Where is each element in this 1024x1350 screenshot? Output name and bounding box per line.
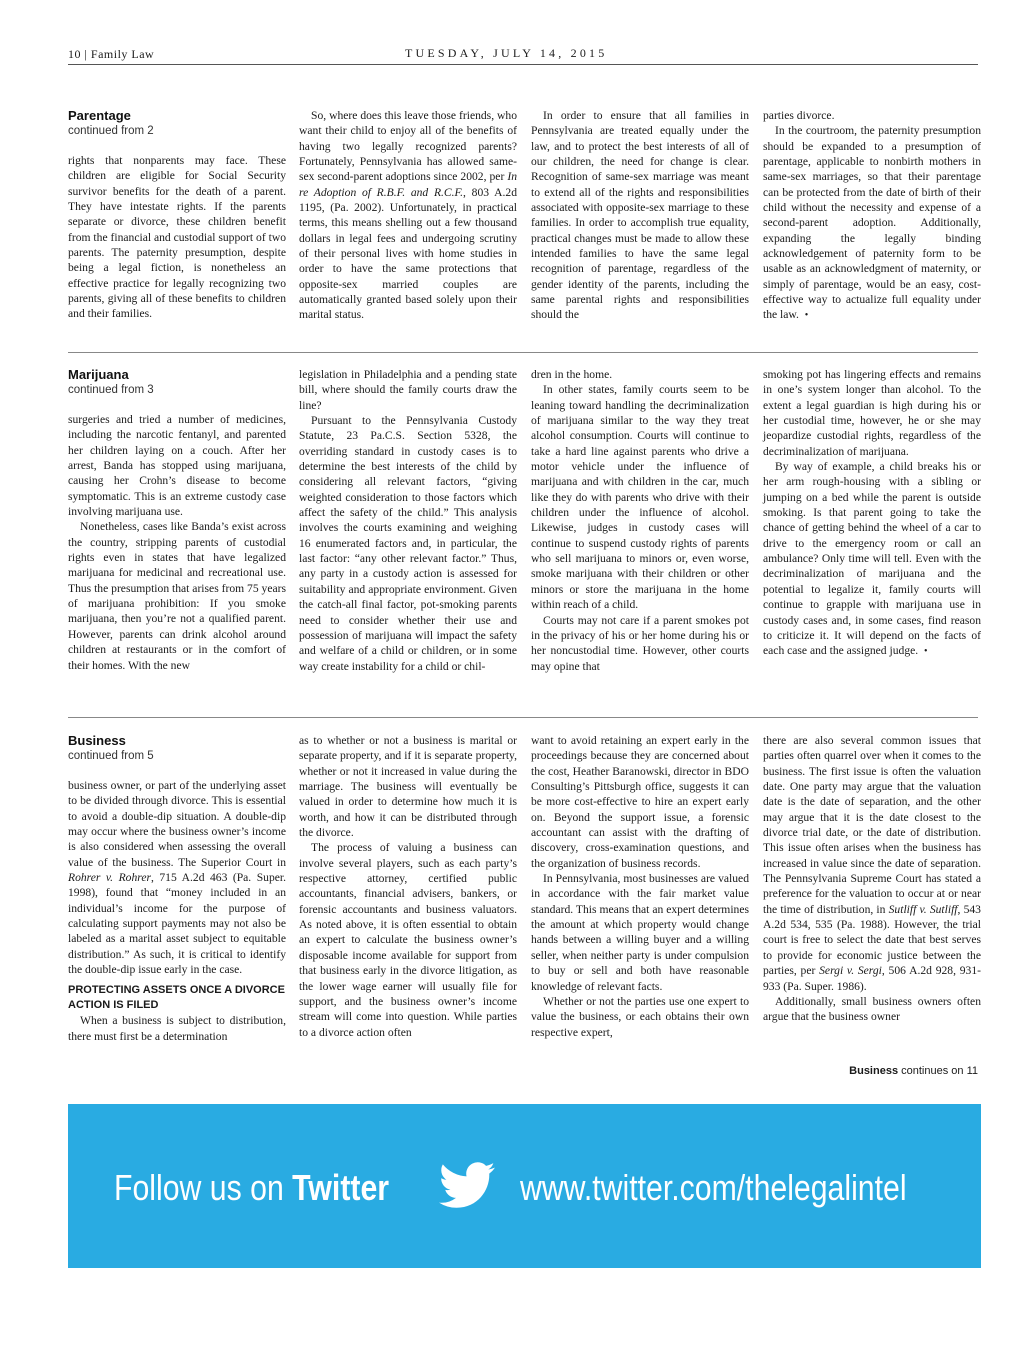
marijuana-paragraph: smoking pot has lingering effects and remains in one’s system longer than alcohol. To the extent a legal guardian is high during his or her custodial time, however, he or she may jeopardize custodial rights, regardless of the decriminalization of marijuana.	[763, 368, 981, 458]
section-divider	[68, 352, 978, 353]
twitter-follow-text: Follow us on Twitter	[114, 1167, 390, 1208]
twitter-brand: Twitter	[292, 1167, 390, 1208]
parentage-column-1	[68, 108, 286, 322]
case-citation: Sutliff v. Sutliff	[888, 902, 958, 916]
section-title-marijuana: Marijuana	[68, 367, 129, 382]
business-column-3	[531, 733, 749, 1040]
business-column-2	[299, 733, 517, 1040]
section-continued-from: continued from 2	[68, 125, 154, 137]
marijuana-paragraph: In other states, family courts seem to be leaning toward handling the decriminalization of marijuana similar to the way they treat alcohol consumption. Courts will continue to take a hard line against parents who drive a motor vehicle under the influence of marijuana and with children in the car, much like they do with parents who drive with their children under the influence of alcohol. Likewise, judges in custody cases will continue to suspend custody rights of parents who sell marijuana to minors or, even worse, smoke marijuana with their children or other minors or store the marijuana in the home within reach of a child.	[531, 383, 749, 612]
parentage-paragraph: parties divorce.	[763, 109, 835, 122]
business-paragraph: want to avoid retaining an expert early in the proceedings because they are concerned about the cost, Heather Baranowski, director in BDO Consulting’s Pittsburgh office, suggests it can be more cost-effective to hire an expert early on. Beyond the support issue, a forensic accountant can assist with the drafting of discovery, cross-examination questions, and the organization of business records.	[531, 734, 749, 870]
section-title-business: Business	[68, 733, 126, 748]
case-citation: Rohrer v. Rohrer	[68, 871, 151, 885]
end-mark: •	[804, 310, 809, 322]
marijuana-paragraph: dren in the home.	[531, 368, 613, 381]
business-paragraph: there are also several common issues that parties often quarrel over when it comes to the business. The first issue is often the valuation date. One party may argue that the valuation date is the date of separation, and the other may argue that it is the date closest to the divorce trial date, or the date of distribution. This issue often arises when the business has increased in value since the date of separation. The Pennsylvania Supreme Court has stated a preference for the valuation to occur at or near the time of distribution, in Sutliff v. Sutliff, 543 A.2d 534, 535 (Pa. 1988). However, the trial court is free to select the date that best serves to provide for economic justice between the parties, per Sergi v. Sergi, 506 A.2d 928, 931-933 (Pa. Super. 1986).	[763, 734, 981, 993]
parentage-paragraph: In order to ensure that all families in Pennsylvania are treated equally under the law, and to protect the best interests of all of our children, the need for change is clear. Recognition of same-sex marriage was meant to extend all of the rights and responsibilities associated with opposite-sex marriage to these families. In order to accomplish true equality, practical changes must be made to allow these intended families to have the same legal recognition of parentage, regardless of the gender identity of the parents, including the same parental rights and responsibilities should the	[531, 109, 749, 322]
end-mark: •	[923, 646, 928, 658]
business-paragraph: In Pennsylvania, most businesses are valued in accordance with the fair market value standard. This means that an expert determines the amount at which property would change hands between a willing buyer and a willing seller, when neither party is under compulsion to buy or sell and both have reasonable knowledge of relevant facts.	[531, 872, 749, 993]
marijuana-paragraph: Nonetheless, cases like Banda’s exist across the country, stripping parents of custodial rights even in states that have legalized marijuana for medicinal and recreational use. Thus the presumption that arises from 75 years of marijuana prohibition: If you smoke marijuana, then you’re not a qualified parent. However, parents can drink alcohol around children at restaurants or in the comfort of their homes. With the new	[68, 520, 286, 672]
business-paragraph: Additionally, small business owners often argue that the business owner	[763, 994, 981, 1024]
jump-line: Business continues on 11	[849, 1065, 978, 1077]
marijuana-column-2	[299, 367, 517, 674]
case-citation: Sergi v. Sergi	[819, 964, 882, 978]
business-paragraph: When a business is subject to distribution, there must first be a determination	[68, 1014, 286, 1043]
header-rule	[68, 64, 978, 65]
business-paragraph: as to whether or not a business is marital or separate property, and if it is separate property, whether or not it increased in value during the marriage. The business will eventually be valued in order to determine how much it is worth, and how it can be distributed through the divorce.	[299, 734, 517, 840]
page-folio: 10 | Family Law	[68, 47, 155, 61]
twitter-url-link[interactable]: www.twitter.com/thelegalintel	[520, 1167, 907, 1208]
marijuana-column-3	[531, 367, 749, 674]
marijuana-paragraph: By way of example, a child breaks his or her arm rough-housing with a sibling or jumping on a bed while the parent is outside smoking. Is that parent going to take the chance of getting behind the wheel of a car to drive to the emergency room or call an ambulance? Only time will tell. Even with the decriminalization of marijuana and the potential to legalize it, family courts will continue to grapple with marijuana use in custody cases and, in some cases, find reason to criticize it. It will depend on the facts of each case and the assigned judge. •	[763, 460, 981, 658]
issue-date: TUESDAY, JULY 14, 2015	[405, 46, 608, 60]
twitter-banner[interactable]	[68, 1104, 981, 1268]
parentage-column-4	[763, 108, 981, 324]
marijuana-paragraph: legislation in Philadelphia and a pending state bill, where should the family courts draw the line?	[299, 368, 517, 412]
twitter-bird-icon	[435, 1157, 499, 1213]
marijuana-column-4	[763, 367, 981, 660]
business-paragraph: The process of valuing a business can involve several players, such as each party’s respective attorney, certified public accountants, financial advisers, bankers, or forensic accountants and business valuators. As noted above, it is often essential to obtain an expert to calculate the business owner’s disposable income available for support from that business early in the divorce litigation, as the lower wage earner will usually file for support, and the business owner’s income stream will come into question. While parties to a divorce action often	[299, 841, 517, 1039]
parentage-paragraph: In the courtroom, the paternity presumption should be expanded to a presumption of parentage, applicable to nonbirth mothers in same-sex marriages, so that their parentage can be protected from the date of birth of their child without the necessity and expense of a second-parent adoption. Additionally, expanding the legally binding acknowledgement of paternity form to be usable as an acknowledgment of maternity, or simply of parentage, would be an easy, cost-effective way to actualize full equality under the law. •	[763, 124, 981, 322]
business-paragraph: Whether or not the parties use one expert to value the business, or each obtains their own respective expert,	[531, 994, 749, 1039]
section-continued-from: continued from 3	[68, 384, 154, 396]
case-citation: In re Adoption of R.B.F. and R.C.F.	[299, 170, 517, 199]
business-subheading: PROTECTING ASSETS ONCE A DIVORCE ACTION IS FILED	[68, 984, 285, 1012]
marijuana-paragraph: Pursuant to the Pennsylvania Custody Statute, 23 Pa.C.S. Section 5328, the overriding standard in custody cases is to determine the best interests of the child by considering all relevant factors, “giving weighted consideration to those factors which affect the safety of the child.” This analysis involves the courts examining and weighing 16 enumerated factors and, in particular, the last factor: “any other relevant factor.” Thus, any party in a custody action is assessed for suitability and appropriate environment. Given the catch-all final factor, pot-smoking parents need to consider whether their use and possession of marijuana will impact the safety and welfare of a child or children, or in some way create instability for a child or chil-	[299, 414, 517, 673]
section-title-parentage: Parentage	[68, 108, 131, 123]
business-column-4	[763, 733, 981, 1025]
business-column-1	[68, 733, 286, 1044]
parentage-column-2	[299, 108, 517, 323]
parentage-column-3	[531, 108, 749, 323]
section-continued-from: continued from 5	[68, 750, 154, 762]
parentage-paragraph: So, where does this leave those friends, who want their child to enjoy all of the benefits of having two legally recognized parents? Fortunately, Pennsylvania has allowed same-sex second-parent adoptions since 2002, per In re Adoption of R.B.F. and R.C.F., 803 A.2d 1195, (Pa. 2002). Unfortunately, in practical terms, this means shelling out a few thousand dollars in legal fees and undergoing scrutiny of their personal lives with home studies in order to have the same protections that opposite-sex married couples are automatically granted based solely upon their marital status.	[299, 109, 517, 322]
marijuana-paragraph: Courts may not care if a parent smokes pot in the privacy of his or her home during his or her noncustodial time. However, other courts may opine that	[531, 613, 749, 673]
parentage-paragraph: rights that nonparents may face. These children are eligible for Social Security survivor benefits for the death of a parent. They have intestate rights. If the parents separate or divorce, these children benefit from the financial and custodial support of two parents. The paternity presumption, despite being a legal fiction, is nonetheless an effective practice for legally recognizing two parents, giving all of these benefits to children and their families.	[68, 154, 286, 321]
marijuana-paragraph: surgeries and tried a number of medicines, including the narcotic fentanyl, and parented her children laying on a couch. After her arrest, Banda has stopped using marijuana, causing her Crohn’s disease to become symptomatic. This is an extreme custody case involving marijuana use.	[68, 413, 286, 519]
section-divider	[68, 717, 978, 718]
business-paragraph: business owner, or part of the underlying asset to be divided through divorce. This is essential to avoid a double-dip situation. A double-dip may occur where the business owner’s income is also considered when assessing the overall value of the business. The Superior Court in Rohrer v. Rohrer, 715 A.2d 463 (Pa. Super. 1998), found that “money included in an individual’s income for the purpose of calculating support payments may not also be labeled as a marital asset subject to equitable distribution.” As such, it is critical to identify the double-dip issue early in the case.	[68, 779, 287, 977]
marijuana-column-1	[68, 367, 286, 673]
